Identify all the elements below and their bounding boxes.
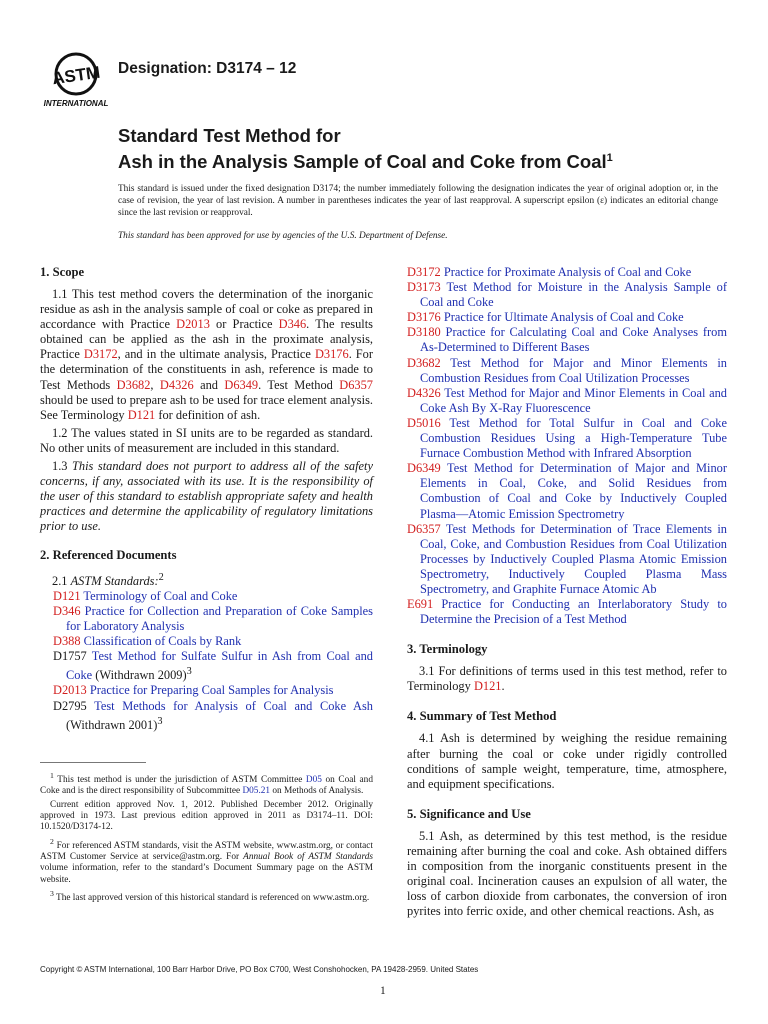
scope-para-1-2: 1.2 The values stated in SI units are to be regarded as standard. No other units of measurement are included in this standard. bbox=[40, 425, 373, 455]
copyright-notice: Copyright © ASTM International, 100 Barr Harbor Drive, PO Box C700, West Conshohocken, PA 19428-2959. United States bbox=[40, 965, 479, 974]
ref-link-d346[interactable]: D346 bbox=[278, 317, 307, 332]
footnotes bbox=[40, 770, 373, 906]
ref-title-link[interactable]: Classification of Coals by Rank bbox=[83, 634, 242, 648]
ref-title-link[interactable]: Test Method for Major and Minor Elements in Coal and Coke Ash By X-Ray Fluorescence bbox=[420, 385, 728, 415]
ref-title-link[interactable]: Practice for Collection and Preparation of Coke Samples for Laboratory Analysis bbox=[66, 603, 373, 633]
ref-code-link[interactable]: D2013 bbox=[53, 683, 87, 698]
ref-item bbox=[40, 634, 373, 649]
ref-code-link[interactable]: D3176 bbox=[407, 310, 441, 325]
defense-approval-note: This standard has been approved for use by agencies of the U.S. Department of Defense. bbox=[118, 231, 448, 241]
summary-para-4-1: 4.1 Ash is determined by weighing the residue remaining after burning the coal or coke under rigidly controlled conditions of sample weight, temperature, time, atmosphere, and equipment specifications. bbox=[407, 731, 727, 791]
issuance-note: This standard is issued under the fixed designation D3174; the number immediately following the designation indicates the year of original adoption or, in the case of revision, the year of last revision. A number in parentheses indicates the year of last reapproval. A superscript epsilon (ε) indicates an editorial change since the last revision or reapproval. bbox=[118, 184, 718, 219]
ref-title-link[interactable]: Test Methods for Determination of Trace Elements in Coal, Coke, and Combustion Residues from Coal Utilization Processes by Inductively Coupled Plasma Atomic Emission Spectrometry, Inductively Coupled Plasma Mass Spectrometry, and Graphite Furnace Atomic Ab bbox=[420, 521, 727, 596]
ref-list-left bbox=[40, 589, 373, 733]
subcommittee-link-d05-21[interactable]: D05.21 bbox=[242, 786, 271, 797]
footnote-3: $^3$ The last approved version of this historical standard is referenced on www.astm.org. bbox=[50, 888, 370, 903]
ref-code-link[interactable]: D121 bbox=[53, 588, 81, 603]
ref-code-link[interactable]: D5016 bbox=[407, 415, 441, 430]
ref-item bbox=[40, 589, 373, 604]
right-column bbox=[407, 265, 727, 919]
title-line-1: Standard Test Method for bbox=[118, 125, 341, 146]
ref-item: D1757 Test Method for Sulfate Sulfur in Ash from Coal and Coke (Withdrawn 2009)$^3$ bbox=[53, 649, 373, 683]
ref-title-link[interactable]: Test Method for Major and Minor Elements in Combustion Residues from Coal Utilization Processes bbox=[420, 355, 727, 385]
section-heading-significance: 5. Significance and Use bbox=[407, 806, 531, 821]
ref-code-link[interactable]: D346 bbox=[53, 603, 81, 618]
footnote-divider bbox=[40, 762, 146, 763]
ref-item bbox=[40, 683, 373, 698]
ref-title-link[interactable]: Test Methods for Analysis of Coal and Coke Ash bbox=[94, 698, 374, 713]
footnote-2: $^2$ For referenced ASTM standards, visit the ASTM website, www.astm.org, or contact ASTM Customer Service at service@astm.org. For Annual Book of ASTM Standards volume information, refer to the standard’s Document Summary page on the ASTM website. bbox=[40, 836, 373, 885]
left-column bbox=[40, 264, 373, 733]
ref-link-d6357[interactable]: D6357 bbox=[339, 377, 373, 392]
section-heading-referenced-documents: 2. Referenced Documents bbox=[40, 547, 177, 562]
ref-item bbox=[407, 280, 727, 310]
ref-item bbox=[407, 522, 727, 597]
document-title bbox=[118, 124, 613, 173]
ref-link-d3176[interactable]: D3176 bbox=[314, 347, 349, 362]
section-heading-scope: 1. Scope bbox=[40, 265, 85, 279]
ref-title-link[interactable]: Terminology of Coal and Coke bbox=[83, 588, 238, 603]
ref-title-link[interactable]: Practice for Preparing Coal Samples for Analysis bbox=[89, 683, 334, 698]
ref-code-link[interactable]: D6357 bbox=[407, 521, 441, 536]
ref-list-right bbox=[407, 265, 727, 627]
ref-item bbox=[40, 604, 373, 634]
svg-text:ASTM: ASTM bbox=[51, 62, 102, 89]
ref-title-link[interactable]: Practice for Ultimate Analysis of Coal and Coke bbox=[443, 310, 684, 325]
ref-code: D2795 bbox=[53, 698, 87, 713]
ref-code-link[interactable]: D6349 bbox=[407, 461, 441, 476]
ref-link-d121-terminology[interactable]: D121 bbox=[473, 679, 502, 694]
ref-link-d4326[interactable]: D4326 bbox=[159, 377, 194, 392]
ref-code-link[interactable]: D3682 bbox=[407, 355, 441, 370]
astm-logo bbox=[42, 50, 110, 108]
ref-code: D1757 bbox=[53, 649, 87, 664]
ref-title-link[interactable]: Practice for Calculating Coal and Coke Analyses from As-Determined to Different Bases bbox=[420, 325, 727, 355]
scope-para-1-1: 1.1 This test method covers the determination of the inorganic residue as ash in the analysis sample of coal or coke as prepared in accordance with Practice D2013 or Practice D346. The results obtained can be applied as the ash in the proximate analysis, Practice D3172, and in the ultimate analysis, Practice D3176. For the determination of the constituents in ash, reference is made to Test Methods D3682, D4326 and D6349. Test Method D6357 should be used to prepare ash to be used for trace element analysis. See Terminology D121 for definition of ash. bbox=[40, 287, 373, 422]
title-footnote-marker: 1 bbox=[606, 152, 613, 164]
terminology-para-3-1: 3.1 For definitions of terms used in this test method, refer to Terminology D121. bbox=[407, 664, 727, 694]
ref-item bbox=[407, 416, 727, 461]
ref-item bbox=[407, 325, 727, 355]
title-line-2: Ash in the Analysis Sample of Coal and Coke from Coal$^1$ bbox=[118, 151, 613, 173]
ref-title-link[interactable]: Test Method for Sulfate Sulfur in Ash from Coal and Coke bbox=[66, 649, 373, 683]
designation: Designation: D3174 – 12 bbox=[118, 60, 297, 77]
ref-title-link[interactable]: Test Method for Moisture in the Analysis Sample of Coal and Coke bbox=[420, 280, 727, 310]
scope-para-1-3: 1.3 This standard does not purport to address all of the safety concerns, if any, associated with its use. It is the responsibility of the user of this standard to establish appropriate safety and health practices and determine the applicability of regulatory limitations prior to use. bbox=[40, 459, 373, 534]
ref-item bbox=[407, 386, 727, 416]
ref-item bbox=[407, 356, 727, 386]
ref-link-d3682[interactable]: D3682 bbox=[116, 377, 151, 392]
ref-item: D2795 Test Methods for Analysis of Coal and Coke Ash (Withdrawn 2001)$^3$ bbox=[53, 698, 374, 732]
ref-link-d6349[interactable]: D6349 bbox=[224, 377, 259, 392]
ref-title-link[interactable]: Test Method for Determination of Major and Minor Elements in Coal, Coke, and Solid Residues from Combustion of Coal and Coke by Inductively Coupled Plasma—Atomic Emission Spectrometry bbox=[420, 461, 727, 521]
section-heading-summary: 4. Summary of Test Method bbox=[407, 709, 557, 724]
ref-title-link[interactable]: Practice for Conducting an Interlaboratory Study to Determine the Precision of a Test Method bbox=[420, 597, 727, 627]
committee-link-d05[interactable]: D05 bbox=[305, 775, 322, 786]
footnote-1-edition: Current edition approved Nov. 1, 2012. Published December 2012. Originally approved in 1973. Last previous edition approved in 2011 as D3174–11. DOI: 10.1520/D3174-12. bbox=[40, 799, 373, 833]
ref-link-d121[interactable]: D121 bbox=[127, 407, 156, 422]
ref-item bbox=[407, 310, 727, 325]
footnote-1: $^1$ This test method is under the jurisdiction of ASTM Committee D05 on Coal and Coke and is the direct responsibility of Subcommittee D05.21 on Methods of Analysis. bbox=[40, 771, 373, 797]
ref-code-link[interactable]: D3180 bbox=[407, 325, 441, 340]
page-number: 1 bbox=[380, 985, 386, 997]
ref-item bbox=[407, 597, 727, 627]
astm-standards-subheading: 2.1 ASTM Standards:$^2$ bbox=[52, 571, 164, 588]
ref-link-d3172[interactable]: D3172 bbox=[83, 347, 118, 362]
ref-code-link[interactable]: D4326 bbox=[407, 385, 441, 400]
ref-code-link[interactable]: D3173 bbox=[407, 280, 441, 295]
ref-link-d2013[interactable]: D2013 bbox=[176, 317, 210, 332]
significance-para-5-1: 5.1 Ash, as determined by this test method, is the residue remaining after burning the coal and coke. Ash obtained differs in composition from the inorganic constituents present in the original coal. Incineration causes an expulsion of all water, the loss of carbon dioxide from carbonates, the conversion of iron pyrites into ferric oxide, and other chemical reactions. Ash, as bbox=[407, 828, 727, 919]
ref-code-link[interactable]: D388 bbox=[53, 634, 81, 648]
section-heading-terminology: 3. Terminology bbox=[407, 642, 488, 657]
ref-title-link[interactable]: Practice for Proximate Analysis of Coal and Coke bbox=[443, 265, 692, 279]
ref-code-link[interactable]: E691 bbox=[407, 597, 434, 612]
ref-item bbox=[407, 461, 727, 521]
ref-title-link[interactable]: Test Method for Total Sulfur in Coal and Coke Combustion Residues Using a High-Temperature Tube Furnace Combustion Method with Infrared Absorption bbox=[420, 415, 727, 461]
svg-text:INTERNATIONAL: INTERNATIONAL bbox=[43, 99, 109, 108]
ref-item bbox=[407, 265, 727, 280]
ref-code-link[interactable]: D3172 bbox=[407, 265, 441, 279]
